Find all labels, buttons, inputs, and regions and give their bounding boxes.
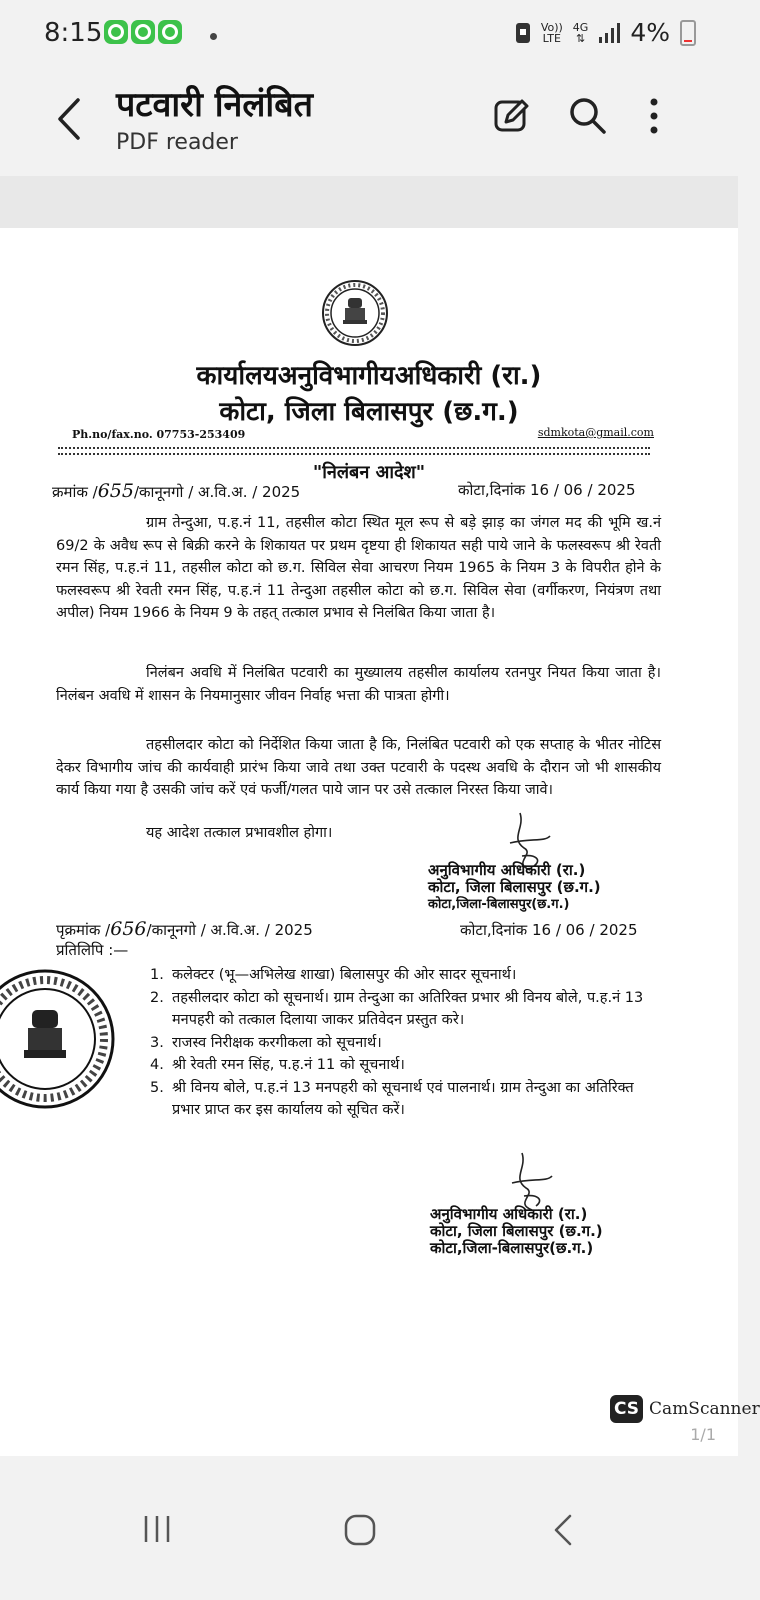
status-bar [0, 0, 738, 64]
copy-order-date: कोटा,दिनांक 16 / 06 / 2025 [460, 921, 638, 939]
order-heading: "निलंबन आदेश" [312, 462, 426, 483]
copy-label: प्रतिलिपि :— [56, 941, 129, 959]
network-gen-indicator: 4G ⇅ [572, 20, 589, 45]
status-right [515, 18, 696, 47]
office-location: कोटा, जिला बिलासपुर (छ.ग.) [219, 397, 519, 427]
signatory-block-2: अनुविभागीय अधिकारी (रा.) कोटा, जिला बिलासपुर (छ.ग.) कोटा,जिला-बिलासपुर(छ.ग.) [430, 1205, 603, 1257]
list-item: 4. श्री रेवती रमन सिंह, प.ह.नं 11 को सूचनार्थ। [150, 1057, 405, 1073]
order-paragraph-2: निलंबन अवधि में निलंबित पटवारी का मुख्यालय तहसील कार्यालय रतनपुर नियत किया जाता है। निलंबन अवधि में शासन के नियमानुसार जीवन निर्वाह भत्ता की पात्रता होगी। [56, 665, 661, 704]
camscanner-logo: CS [610, 1395, 643, 1423]
whatsapp-icon [158, 20, 182, 44]
app-subtitle: PDF reader [116, 130, 238, 155]
status-time: 8:15 [44, 18, 103, 48]
search-icon[interactable] [566, 94, 610, 138]
list-item: 3. राजस्व निरीक्षक करगीकला को सूचनार्थ। [150, 1034, 382, 1051]
back-icon[interactable] [50, 94, 90, 144]
more-notifications-dot [210, 33, 217, 40]
page-indicator: 1/1 [690, 1425, 716, 1444]
battery-icon [680, 20, 696, 46]
screenshot-icon [515, 22, 531, 44]
whatsapp-icon [104, 20, 128, 44]
order-paragraph-4: यह आदेश तत्काल प्रभावशील होगा। [146, 825, 333, 841]
home-icon[interactable] [344, 1514, 376, 1546]
list-item: 1. कलेक्टर (भू—अभिलेख शाखा) बिलासपुर की ओर सादर सूचनार्थ। [150, 967, 517, 983]
order-number: क्रमांक /655/कानूनगो / अ.वि.अ. / 2025 [52, 480, 301, 502]
notification-icons [104, 20, 182, 44]
phone-fax: Ph.no/fax.no. 07753-253409 [72, 428, 246, 441]
government-emblem [320, 278, 390, 348]
recent-apps-icon[interactable] [142, 1514, 172, 1544]
copy-order-number: पृक्रमांक /656/कानूनगो / अ.वि.अ. / 2025 [56, 918, 313, 940]
signatory-block-1: अनुविभागीय अधिकारी (रा.) कोटा, जिला बिलासपुर (छ.ग.) कोटा,जिला-बिलासपुर(छ.ग.) [428, 861, 601, 912]
copy-distribution-list [150, 964, 650, 1122]
list-item: 5. श्री विनय बोले, प.ह.नं 13 मनपहरी को सूचनार्थ एवं पालनार्थ। ग्राम तेन्दुआ का अतिरिक्त प्रभार प्राप्त कर इस कार्यालय को सूचित करें। [150, 1079, 634, 1118]
system-nav-bar [0, 1456, 738, 1600]
pdf-page[interactable] [0, 228, 760, 1456]
office-name: कार्यालयअनुविभागीयअधिकारी (रा.) [196, 361, 542, 391]
app-bar [0, 64, 738, 176]
order-paragraph-1: ग्राम तेन्दुआ, प.ह.नं 11, तहसील कोटा स्थित मूल रूप से बड़े झाड़ का जंगल मद की भूमि ख.नं 69/2 के अवैध रूप से बिक्री करने के शिकायत पर प्रथम दृष्टया ही शिकायत सही पाये जाने के फलस्वरूप श्री रेवती रमन सिंह, प.ह.नं 11, तहसील कोटा को छ.ग. सिविल सेवा आचरण नियम 1965 के नियम 3 के विपरीत होने के फलस्वरूप श्री रेवती रमन सिंह, प.ह.नं 11 तेन्दुआ तहसील कोटा को छ.ग. सिविल सेवा (वर्गीकरण, नियंत्रण तथा अपील) नियम 1966 के नियम 9 के तहत् तत्काल प्रभाव से निलंबित किया जाता है। [56, 515, 661, 621]
office-email: sdmkota@gmail.com [537, 426, 654, 439]
more-options-icon[interactable] [632, 94, 676, 138]
viewer-margin [0, 176, 738, 228]
order-date: कोटा,दिनांक 16 / 06 / 2025 [458, 481, 636, 499]
camscanner-watermark [610, 1395, 760, 1423]
header-divider [58, 447, 650, 455]
volte-indicator: Vo)) LTE [540, 20, 563, 45]
order-paragraph-3: तहसीलदार कोटा को निर्देशित किया जाता है कि, निलंबित पटवारी को एक सप्ताह के भीतर नोटिस देकर विभागीय जांच की कार्यवाही प्रारंभ किया जावे तथा उक्त पटवारी के पदस्थ अवधि के दौरान जो भी शासकीय कार्य किया गया है उसकी जांच करें एवं फर्जी/गलत पाये जान पर उसे तत्काल निरस्त किया जावे। [56, 737, 661, 798]
whatsapp-icon [131, 20, 155, 44]
camscanner-text: CamScanner [649, 1399, 760, 1419]
battery-percent: 4% [630, 18, 670, 47]
list-item: 2. तहसीलदार कोटा को सूचनार्थ। ग्राम तेन्दुआ का अतिरिक्त प्रभार श्री विनय बोले, प.ह.नं 13 मनपहरी को तत्काल दिलाया जाकर प्रतिवेदन प्रस्तुत करे। [150, 989, 644, 1028]
document-title: पटवारी निलंबित [116, 85, 314, 125]
official-seal [0, 964, 120, 1114]
edit-icon[interactable] [490, 94, 534, 138]
back-nav-icon[interactable] [552, 1514, 576, 1546]
signal-icon [598, 23, 620, 43]
